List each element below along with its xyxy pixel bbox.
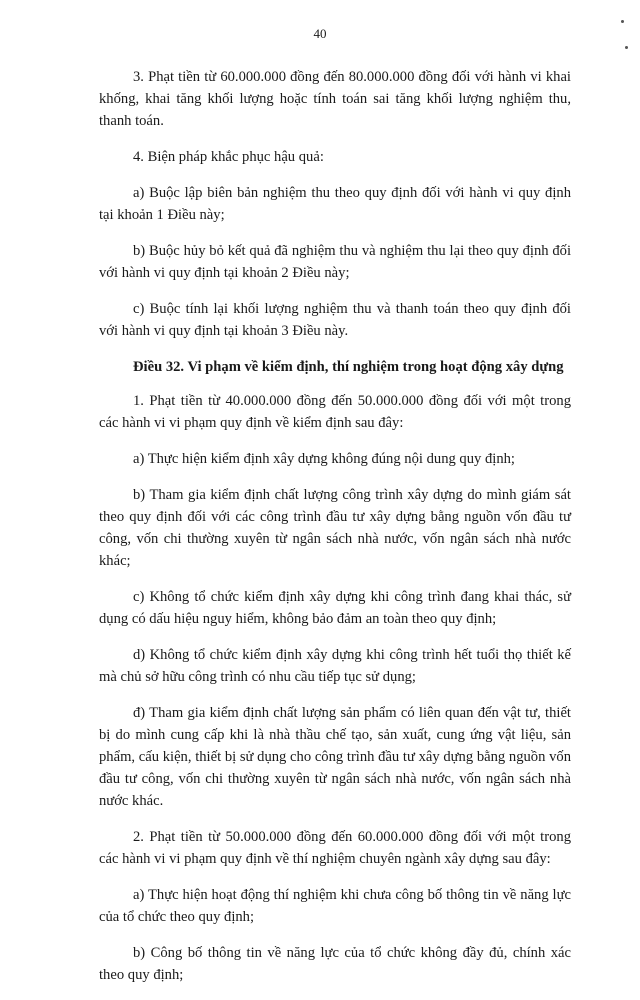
- paragraph-item-a: a) Buộc lập biên bản nghiệm thu theo quy định đối với hành vi quy định tại khoản 1 Điều này;: [99, 185, 571, 223]
- paragraph-khoan-1: 1. Phạt tiền từ 40.000.000 đồng đến 50.000.000 đồng đối với một trong các hành vi vi phạm quy định về kiểm định sau đây:: [99, 393, 571, 431]
- paragraph-khoan-2: 2. Phạt tiền từ 50.000.000 đồng đến 60.000.000 đồng đối với một trong các hành vi vi phạm quy định về thí nghiệm chuyên ngành xây dựng sau đây:: [99, 829, 571, 867]
- document-body: [99, 66, 571, 1000]
- page-number: 40: [313, 26, 327, 41]
- article-heading: Điều 32. Vi phạm về kiểm định, thí nghiệm trong hoạt động xây dựng: [133, 359, 564, 375]
- paragraph-item-a: a) Thực hiện kiểm định xây dựng không đúng nội dung quy định;: [133, 451, 515, 467]
- paragraph-khoan-4: 4. Biện pháp khắc phục hậu quả:: [133, 149, 324, 165]
- paragraph-item-dd: đ) Tham gia kiểm định chất lượng sản phẩm có liên quan đến vật tư, thiết bị do mình cung cấp khi là nhà thầu chế tạo, sản xuất, cung ứng vật liệu, sản phẩm, cấu kiện, thiết bị sử dụng cho công trình đầu tư xây dựng bằng nguồn vốn đầu tư công, vốn chi thường xuyên từ ngân sách nhà nước, vốn ngân sách nhà nước khác.: [99, 705, 571, 809]
- paragraph-item-b: b) Công bố thông tin về năng lực của tổ chức không đầy đủ, chính xác theo quy định;: [99, 945, 571, 983]
- paragraph-item-c: c) Buộc tính lại khối lượng nghiệm thu và thanh toán theo quy định đối với hành vi quy định tại khoản 3 Điều này.: [99, 301, 571, 339]
- paragraph-item-b: b) Tham gia kiểm định chất lượng công trình xây dựng do mình giám sát theo quy định đối với các công trình đầu tư xây dựng bằng nguồn vốn đầu tư công, vốn chi thường xuyên từ ngân sách nhà nước, vốn ngân sách nhà nước khác;: [99, 487, 571, 569]
- paragraph-item-a: a) Thực hiện hoạt động thí nghiệm khi chưa công bố thông tin về năng lực của tổ chức theo quy định;: [99, 887, 571, 925]
- paragraph-item-b: b) Buộc hủy bỏ kết quả đã nghiệm thu và nghiệm thu lại theo quy định đối với hành vi quy định tại khoản 2 Điều này;: [99, 243, 571, 281]
- paragraph-item-d: d) Không tổ chức kiểm định xây dựng khi công trình hết tuổi thọ thiết kế mà chủ sở hữu công trình có nhu cầu tiếp tục sử dụng;: [99, 647, 571, 685]
- paragraph-khoan-3: 3. Phạt tiền từ 60.000.000 đồng đến 80.000.000 đồng đối với hành vi khai khống, khai tăng khối lượng hoặc tính toán sai tăng khối lượng nghiệm thu, thanh toán.: [99, 69, 571, 129]
- scan-speck: [621, 20, 624, 23]
- scan-speck: [625, 46, 628, 49]
- paragraph-item-c: c) Không tổ chức kiểm định xây dựng khi công trình đang khai thác, sử dụng có dấu hiệu nguy hiểm, không bảo đảm an toàn theo quy định;: [99, 589, 571, 627]
